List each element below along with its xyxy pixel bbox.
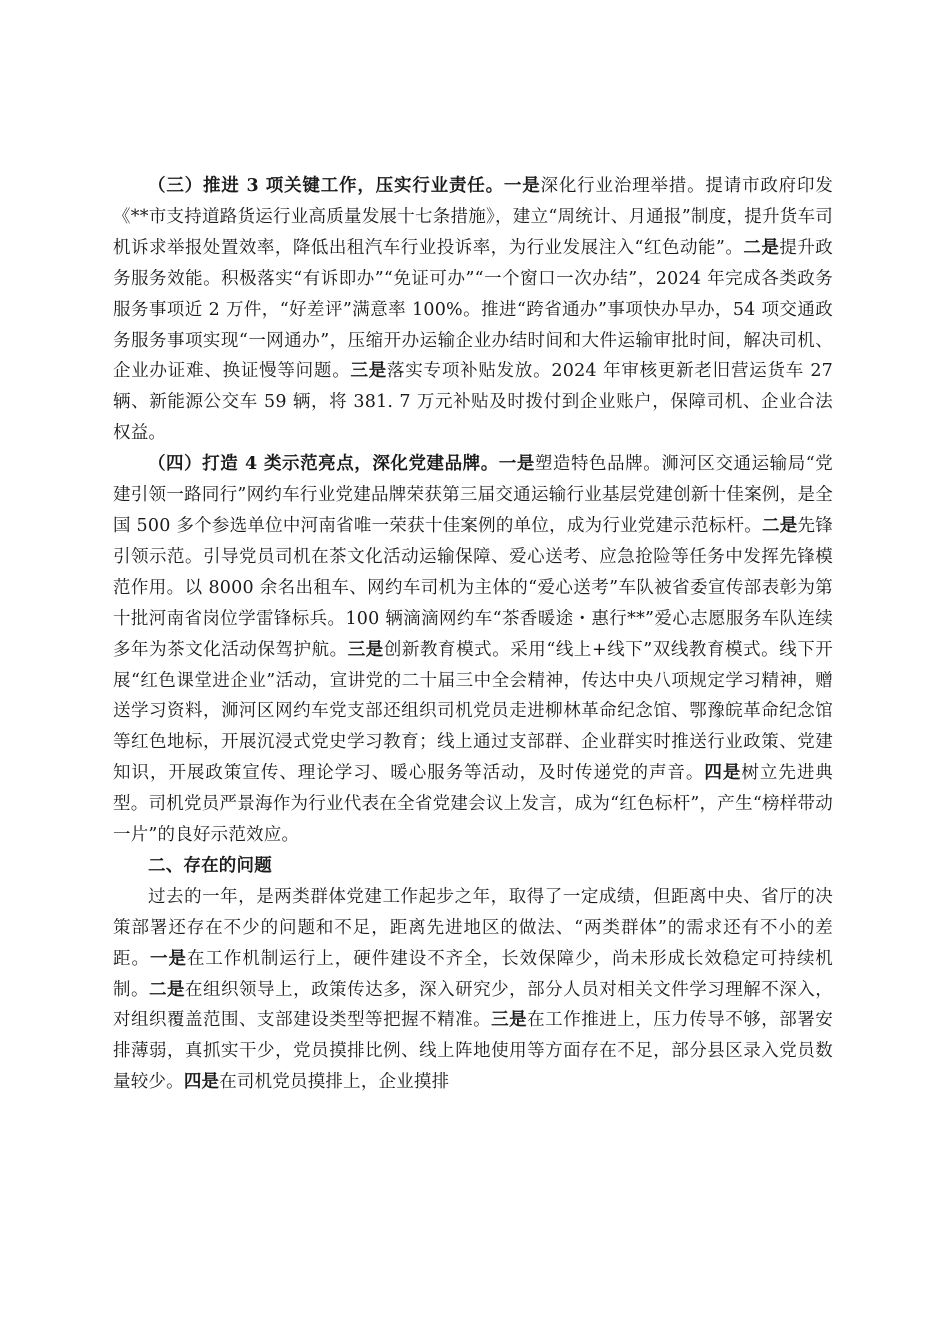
text-run: 先锋引领示范。引导党员司机在茶文化活动运输保障、爱心送考、应急抢险等任务中发挥先锋模范作用。以 8000 余名出租车、网约车司机为主体的“爱心送考”车队被省委宣传部表彰为第十批河南省岗位学雷锋标兵。100 辆滴滴网约车“茶香暖途・惠行**”爱心志愿服务车队连续多年为茶文化活动保驾护航。	[113, 515, 833, 660]
text-run: 树立先进典型。司机党员严景海作为行业代表在全省党建会议上发言，成为“红色标杆”，产生“榜样带动一片”的良好示范效应。	[113, 763, 833, 846]
paragraph-section-three	[113, 171, 833, 449]
bold-run: 四是	[183, 1072, 220, 1093]
bold-run: 三是	[350, 361, 388, 382]
bold-run: 二、存在的问题	[148, 855, 272, 876]
section-heading-problems	[113, 851, 833, 882]
bold-run: （三）推进 3 项关键工作，压实行业责任。一是	[148, 176, 541, 196]
document-body	[113, 171, 833, 1098]
bold-run: 三是	[347, 639, 384, 660]
bold-run: 二是	[149, 979, 186, 1000]
bold-run: 一是	[149, 948, 187, 969]
text-run: 在工作机制运行上，硬件建设不齐全，长效保障少，尚未形成长效稳定可持续机制。	[113, 948, 833, 1000]
bold-run: 三是	[491, 1010, 528, 1031]
text-run: 在组织领导上，政策传达多，深入研究少，部分人员对相关文件学习理解不深入，对组织覆盖范围、支部建设类型等把握不精准。	[113, 979, 833, 1031]
text-run: 塑造特色品牌。浉河区交通运输局“党建引领一路同行”网约车行业党建品牌荣获第三届交通运输行业基层党建创新十佳案例，是全国 500 多个参选单位中河南省唯一荣获十佳案例的单位，成为行业党建示范标杆。	[113, 454, 833, 536]
text-run: 深化行业治理举措。提请市政府印发《**市支持道路货运行业高质量发展十七条措施》，建立“周统计、月通报”制度，提升货车司机诉求举报处置效率，降低出租汽车行业投诉率，为行业发展注入“红色动能”。	[113, 176, 834, 258]
bold-run: 四是	[704, 763, 742, 784]
bold-run: 二是	[743, 237, 780, 258]
paragraph-problems	[113, 882, 833, 1098]
paragraph-section-four	[113, 449, 833, 851]
text-run: 提升政务服务效能。积极落实“有诉即办”“免证可办”“一个窗口一次办结”，2024 年完成各类政务服务事项近 2 万件，“好差评”满意率 100%。推进“跨省通办”事项快办早办，54 项交通政务服务事项实现“一网通办”，压缩开办运输企业办结时间和大件运输审批时间，解决司机、企业办证难、换证慢等问题。	[113, 237, 833, 382]
text-run: 在司机党员摸排上，企业摸排	[219, 1072, 450, 1093]
text-run: 在工作推进上，压力传导不够，部署安排薄弱，真抓实干少，党员摸排比例、线上阵地使用等方面存在不足，部分县区录入党员数量较少。	[113, 1010, 833, 1093]
bold-run: （四）打造 4 类示范亮点，深化党建品牌。一是	[148, 454, 535, 475]
text-run: 过去的一年，是两类群体党建工作起步之年，取得了一定成绩，但距离中央、省厅的决策部署还存在不少的问题和不足，距离先进地区的做法、“两类群体”的需求还有不小的差距。	[113, 886, 833, 969]
text-run: 创新教育模式。采用“线上+线下”双线教育模式。线下开展“红色课堂进企业”活动，宣讲党的二十届三中全会精神，传达中央八项规定学习精神，赠送学习资料，浉河区网约车党支部还组织司机党员走进柳林革命纪念馆、鄂豫皖革命纪念馆等红色地标，开展沉浸式党史学习教育；线上通过支部群、企业群实时推送行业政策、党建知识，开展政策宣传、理论学习、暖心服务等活动，及时传递党的声音。	[113, 639, 834, 784]
text-run: 落实专项补贴发放。2024 年审核更新老旧营运货车 27 辆、新能源公交车 59 辆，将 381. 7 万元补贴及时拨付到企业账户，保障司机、企业合法权益。	[113, 361, 834, 444]
bold-run: 二是	[762, 515, 798, 536]
